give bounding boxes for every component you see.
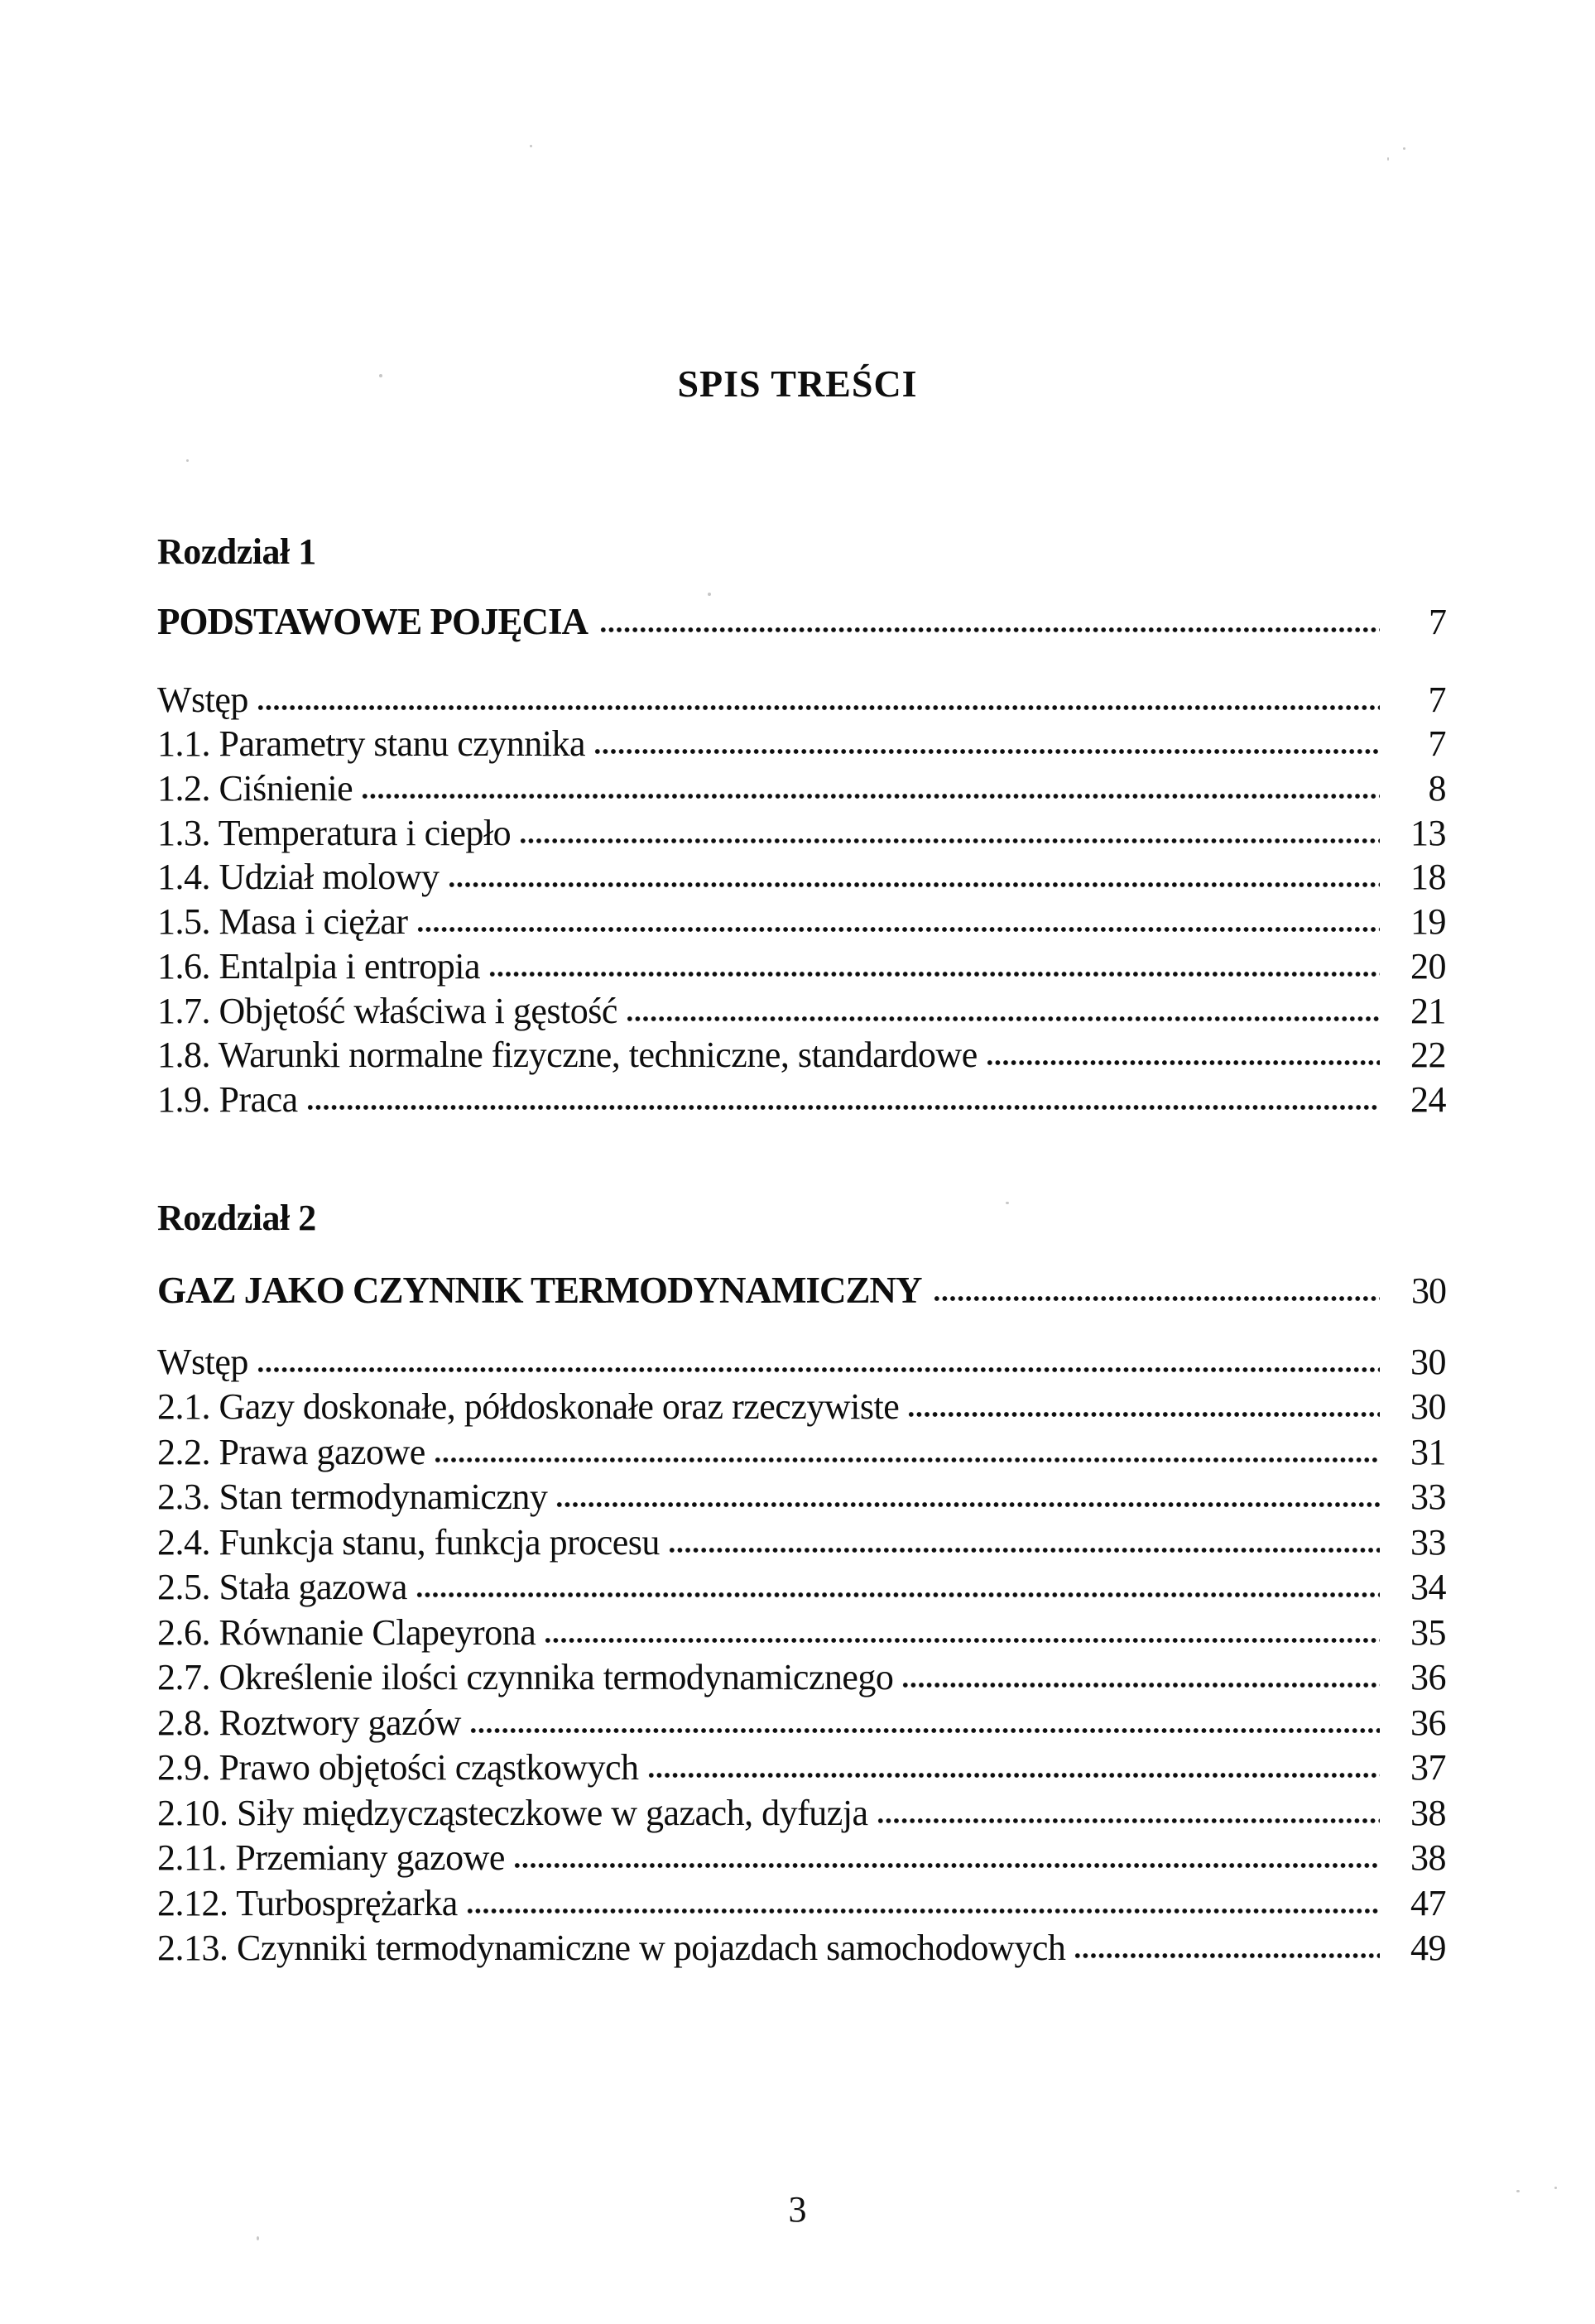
entry-label: 1.2. Ciśnienie bbox=[157, 768, 353, 809]
toc-entry bbox=[157, 1561, 1446, 1606]
toc-entry bbox=[157, 1741, 1446, 1787]
entry-label: 1.1. Parametry stanu czynnika bbox=[157, 723, 586, 765]
dot-leader bbox=[416, 924, 1380, 934]
toc-entry bbox=[157, 1425, 1446, 1471]
entry-label: 2.2. Prawa gazowe bbox=[157, 1431, 425, 1472]
toc-entry bbox=[157, 674, 1446, 718]
dot-leader bbox=[469, 1726, 1380, 1736]
entry-page-number: 36 bbox=[1410, 1657, 1446, 1697]
chapter-label: Rozdział 2 bbox=[157, 1198, 316, 1238]
entry-label: 2.4. Funkcja stanu, funkcja procesu bbox=[157, 1521, 660, 1563]
toc-entry bbox=[157, 1606, 1446, 1651]
entry-label: 2.10. Siły międzycząsteczkowe w gazach, dyfuzja bbox=[157, 1792, 868, 1833]
toc-entry bbox=[157, 1335, 1446, 1380]
entry-page-number: 49 bbox=[1410, 1928, 1446, 1968]
entry-page-number: 8 bbox=[1428, 768, 1446, 809]
scan-speck bbox=[1403, 147, 1405, 150]
scan-speck bbox=[1006, 1202, 1009, 1204]
dot-leader bbox=[901, 1680, 1380, 1690]
entry-page-number: 24 bbox=[1410, 1078, 1446, 1120]
toc-entry bbox=[157, 940, 1446, 985]
entry-label: 1.4. Udział molowy bbox=[157, 857, 440, 898]
entry-page-number: 19 bbox=[1410, 901, 1446, 943]
entry-label: 1.3. Temperatura i ciepło bbox=[157, 812, 512, 853]
scan-speck bbox=[379, 374, 382, 377]
entry-page-number: 21 bbox=[1410, 990, 1446, 1031]
dot-leader bbox=[361, 791, 1380, 801]
dot-leader bbox=[877, 1816, 1380, 1826]
entry-page-number: 33 bbox=[1410, 1477, 1446, 1517]
scan-speck bbox=[1554, 2187, 1557, 2189]
dot-leader bbox=[555, 1500, 1380, 1510]
dot-leader bbox=[306, 1102, 1380, 1112]
entry-label: 2.12. Turbosprężarka bbox=[157, 1882, 458, 1923]
entry-page-number: 33 bbox=[1410, 1521, 1446, 1563]
entry-page-number: 47 bbox=[1410, 1882, 1446, 1923]
entry-label: 2.11. Przemiany gazowe bbox=[157, 1837, 505, 1878]
dot-leader bbox=[416, 1590, 1380, 1600]
toc-entry bbox=[157, 1471, 1446, 1516]
dot-leader bbox=[907, 1409, 1380, 1419]
scan-speck bbox=[186, 459, 189, 462]
chapter-title-row bbox=[157, 1263, 1446, 1309]
entry-label: 2.13. Czynniki termodynamiczne w pojazdach samochodowych bbox=[157, 1928, 1066, 1968]
chapter-page-number: 7 bbox=[1429, 602, 1446, 642]
dot-leader bbox=[448, 880, 1380, 890]
scan-speck bbox=[708, 593, 711, 596]
entry-page-number: 31 bbox=[1410, 1431, 1446, 1472]
chapter-title: PODSTAWOWE POJĘCIA bbox=[157, 601, 588, 642]
toc-entry bbox=[157, 985, 1446, 1030]
toc-entry bbox=[157, 1786, 1446, 1832]
entry-page-number: 30 bbox=[1410, 1341, 1446, 1382]
toc-entry bbox=[157, 807, 1446, 852]
dot-leader bbox=[1074, 1951, 1380, 1961]
scan-speck bbox=[530, 145, 532, 147]
toc-entry bbox=[157, 1876, 1446, 1922]
toc-entry bbox=[157, 1030, 1446, 1074]
chapter-title: GAZ JAKO CZYNNIK TERMODYNAMICZNY bbox=[157, 1270, 922, 1311]
entry-label: 2.8. Roztwory gazów bbox=[157, 1702, 461, 1743]
entry-page-number: 34 bbox=[1410, 1567, 1446, 1607]
dot-leader bbox=[257, 1365, 1380, 1375]
toc-entry bbox=[157, 852, 1446, 896]
toc-entry bbox=[157, 1515, 1446, 1561]
scan-speck bbox=[257, 2236, 259, 2240]
entry-label: 2.9. Prawo objętości cząstkowych bbox=[157, 1747, 639, 1788]
dot-leader bbox=[513, 1861, 1380, 1870]
entry-label: 1.9. Praca bbox=[157, 1078, 298, 1120]
scan-speck bbox=[1516, 2190, 1520, 2192]
entry-page-number: 37 bbox=[1410, 1747, 1446, 1788]
entry-label: 2.6. Równanie Clapeyrona bbox=[157, 1611, 536, 1653]
toc-entry bbox=[157, 1651, 1446, 1697]
toc-entry bbox=[157, 1922, 1446, 1967]
dot-leader bbox=[466, 1906, 1380, 1916]
toc-entry bbox=[157, 896, 1446, 943]
dot-leader bbox=[488, 969, 1380, 979]
dot-leader bbox=[668, 1545, 1380, 1555]
entry-page-number: 38 bbox=[1410, 1837, 1446, 1878]
dot-leader bbox=[544, 1635, 1380, 1645]
toc-entry bbox=[157, 718, 1446, 763]
entry-page-number: 18 bbox=[1410, 857, 1446, 898]
entry-label: 1.6. Entalpia i entropia bbox=[157, 945, 480, 987]
chapter-page-number: 30 bbox=[1411, 1270, 1446, 1311]
entry-page-number: 13 bbox=[1410, 812, 1446, 853]
entry-page-number: 22 bbox=[1410, 1035, 1446, 1076]
entry-page-number: 30 bbox=[1410, 1386, 1446, 1427]
dot-leader bbox=[599, 625, 1380, 635]
entry-list bbox=[157, 1335, 1446, 1966]
toc-entry bbox=[157, 1073, 1446, 1118]
entry-page-number: 7 bbox=[1428, 723, 1446, 765]
entry-page-number: 38 bbox=[1410, 1792, 1446, 1833]
page-title: SPIS TREŚCI bbox=[677, 363, 918, 405]
toc-entry bbox=[157, 1380, 1446, 1426]
entry-label: Wstęp bbox=[157, 679, 248, 720]
page-number: 3 bbox=[788, 2189, 807, 2230]
chapter-title-row bbox=[157, 594, 1446, 641]
dot-leader bbox=[933, 1294, 1380, 1304]
toc-section bbox=[157, 530, 1446, 1118]
entry-page-number: 20 bbox=[1410, 945, 1446, 987]
entry-page-number: 36 bbox=[1410, 1702, 1446, 1743]
scan-speck bbox=[1387, 157, 1389, 161]
entry-label: 2.5. Stała gazowa bbox=[157, 1567, 407, 1607]
entry-label: 1.8. Warunki normalne fizyczne, techniczne, standardowe bbox=[157, 1035, 978, 1076]
dot-leader bbox=[986, 1058, 1380, 1068]
dot-leader bbox=[519, 836, 1380, 846]
entry-page-number: 7 bbox=[1428, 679, 1446, 720]
toc-entry bbox=[157, 1832, 1446, 1877]
dot-leader bbox=[434, 1455, 1380, 1465]
dot-leader bbox=[626, 1014, 1380, 1024]
dot-leader bbox=[647, 1770, 1380, 1780]
entry-label: 1.7. Objętość właściwa i gęstość bbox=[157, 990, 617, 1031]
toc-entry bbox=[157, 1696, 1446, 1741]
entry-label: 2.3. Stan termodynamiczny bbox=[157, 1477, 548, 1517]
dot-leader bbox=[257, 703, 1380, 713]
chapter-label: Rozdział 1 bbox=[157, 531, 316, 572]
toc-entry bbox=[157, 762, 1446, 807]
entry-label: 1.5. Masa i ciężar bbox=[157, 901, 408, 943]
entry-label: 2.1. Gazy doskonałe, półdoskonałe oraz rzeczywiste bbox=[157, 1386, 900, 1427]
entry-label: Wstęp bbox=[157, 1341, 248, 1382]
toc-section bbox=[157, 1196, 1446, 1966]
entry-page-number: 35 bbox=[1410, 1611, 1446, 1653]
dot-leader bbox=[593, 747, 1380, 756]
entry-list bbox=[157, 674, 1446, 1118]
entry-label: 2.7. Określenie ilości czynnika termodynamicznego bbox=[157, 1657, 894, 1697]
